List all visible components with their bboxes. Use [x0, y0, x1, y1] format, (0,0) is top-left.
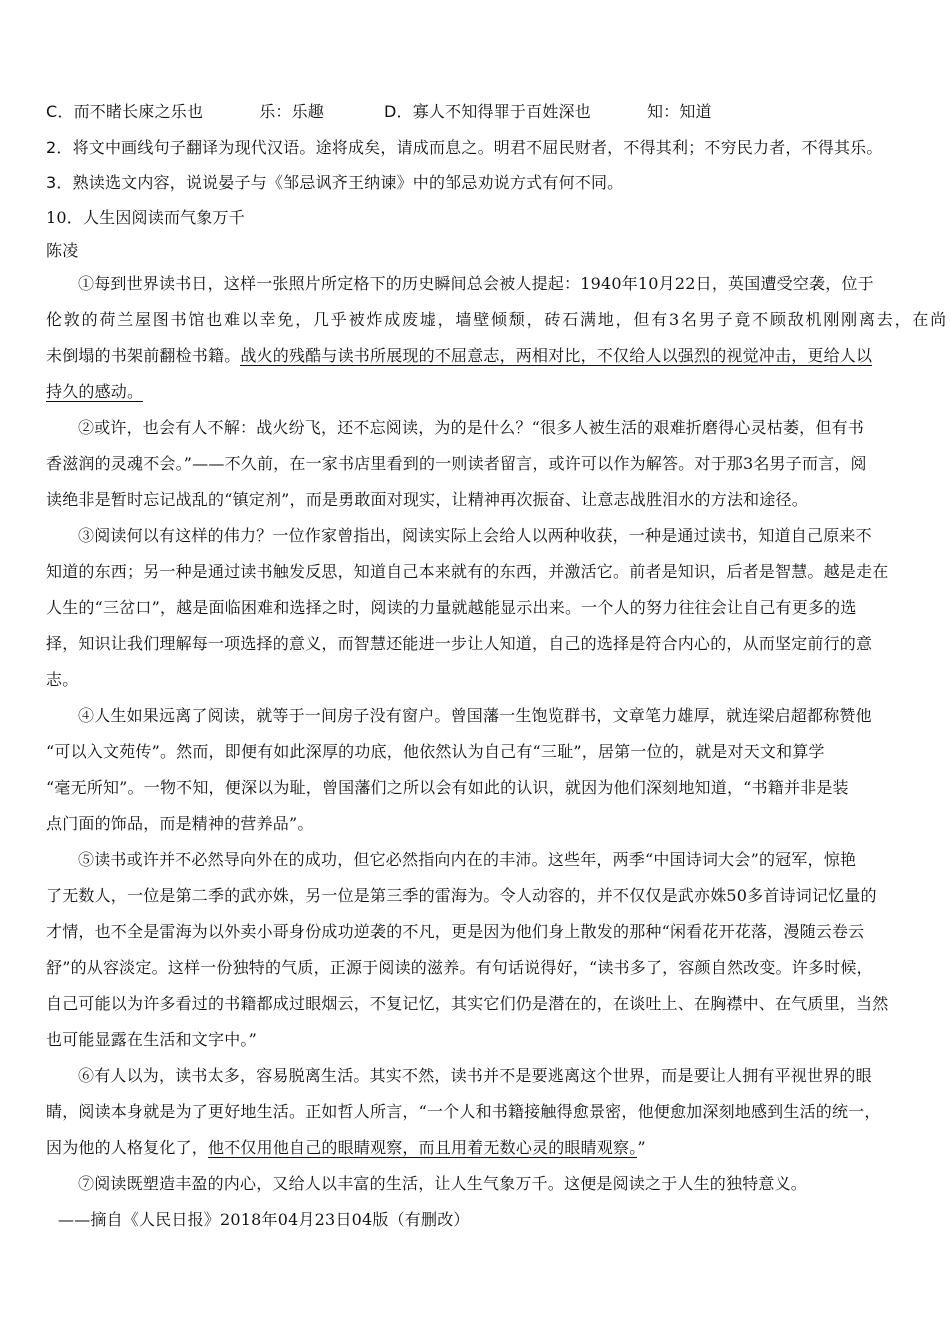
- underlined-sentence-end: 持久的感动。: [46, 382, 144, 401]
- option-c-label: C．: [46, 102, 74, 121]
- paragraph-3-line-3: 人生的“三岔口”，越是面临困难和选择之时，阅读的力量就越能显示出来。一个人的努力往往会让自己有更多的选: [46, 598, 857, 617]
- paragraph-3-line-1: ③阅读何以有这样的伟力？一位作家曾指出，阅读实际上会给人以两种收获，一种是通过读书，知道自己原来不: [78, 526, 872, 545]
- paragraph-2-line-1: ②或许，也会有人不解：战火纷飞，还不忘阅读，为的是什么？“很多人被生活的艰难折磨得心灵枯萎，但有书: [78, 418, 864, 437]
- article-title: 10．人生因阅读而气象万千: [46, 208, 245, 227]
- paragraph-2-line-3: 读绝非是暂时忘记战乱的“镇定剂”，而是勇敢面对现实，让精神再次振奋、让意志战胜泪水的方法和途径。: [46, 490, 808, 509]
- question-2: 2．将文中画线句子翻译为现代汉语。途将成矣，请成而息之。明君不屈民财者，不得其利；不穷民力者，不得其乐。: [46, 138, 883, 157]
- paragraph-7-line-1: ⑦阅读既塑造丰盈的内心，又给人以丰富的生活，让人生气象万千。这便是阅读之于人生的独特意义。: [78, 1174, 808, 1193]
- paragraph-6-line-3: [46, 1137, 646, 1159]
- paragraph-1-line-1: ①每到世界读书日，这样一张照片所定格下的历史瞬间总会被人提起：1940年10月22日，英国遭受空袭，位于: [78, 274, 874, 293]
- paragraph-3-line-4: 择，知识让我们理解每一项选择的意义，而智慧还能进一步让人知道，自己的选择是符合内心的，从而坚定前行的意: [46, 634, 873, 653]
- paragraph-3-line-5: 志。: [46, 670, 79, 689]
- paragraph-5-line-1: ⑤读书或许并不必然导向外在的成功，但它必然指向内在的丰沛。这些年，两季“中国诗词大会”的冠军，惊艳: [78, 850, 857, 869]
- question-3: 3．熟读选文内容，说说晏子与《邹忌讽齐王纳谏》中的邹忌劝说方式有何不同。: [46, 173, 624, 192]
- underlined-sentence: 战火的残酷与读书所展现的不屈意志，两相对比，不仅给人以强烈的视觉冲击，更给人以: [240, 346, 873, 365]
- paragraph-3-line-2: 知道的东西；另一种是通过读书触发反思，知道自己本来就有的东西，并激活它。前者是知识，后者是智慧。越是走在: [46, 562, 889, 581]
- article-author: 陈凌: [46, 241, 79, 260]
- option-d-label: D．: [384, 102, 413, 121]
- paragraph-4-line-3: “毫无所知”。一物不知，便深以为耻，曾国藩们之所以会有如此的认识，就因为他们深刻地知道，“书籍并非是装: [46, 778, 849, 797]
- paragraph-1-line-2: 伦敦的荷兰屋图书馆也难以幸免，几乎被炸成废墟，墙壁倾颓，砖石满地，但有3名男子竟不顾敌机刚刚离去，在尚: [46, 310, 948, 329]
- option-d-text: 寡人不知得罪于百姓深也: [412, 102, 591, 121]
- option-d-gloss: 知：知道: [646, 102, 712, 121]
- paragraph-2-line-2: 香滋润的灵魂不会。”——不久前，在一家书店里看到的一则读者留言，或许可以作为解答。对于那3名男子而言，阅: [46, 454, 867, 473]
- paragraph-5-line-6: 也可能显露在生活和文字中。”: [46, 1030, 257, 1049]
- article-source: ——摘自《人民日报》2018年04月23日04版（有删改）: [58, 1210, 470, 1229]
- paragraph-6-line-1: ⑥有人以为，读书太多，容易脱离生活。其实不然，读书并不是要逃离这个世界，而是要让人拥有平视世界的眼: [78, 1066, 872, 1085]
- question-1-options: [46, 101, 712, 123]
- underlined-quote: 他不仅用他自己的眼睛观察，而且用着无数心灵的眼睛观察。: [208, 1138, 638, 1157]
- paragraph-5-line-2: 了无数人，一位是第二季的武亦姝，另一位是第三季的雷海为。令人动容的，并不仅仅是武亦姝50多首诗词记忆量的: [46, 886, 877, 905]
- paragraph-4-line-1: ④人生如果远离了阅读，就等于一间房子没有窗户。曾国藩一生饱览群书，文章笔力雄厚，就连梁启超都称赞他: [78, 706, 872, 725]
- paragraph-4-line-2: “可以入文苑传”。然而，即便有如此深厚的功底，他依然认为自己有“三耻”，居第一位的，就是对天文和算学: [46, 742, 825, 761]
- paragraph-5-line-5: 自己可能以为许多看过的书籍都成过眼烟云，不复记忆，其实它们仍是潜在的，在谈吐上、在胸襟中、在气质里，当然: [46, 994, 889, 1013]
- paragraph-1-line-3: [46, 345, 872, 367]
- paragraph-5-line-4: 舒”的从容淡定。这样一份独特的气质，正源于阅读的滋养。有句话说得好，“读书多了，容颜自然改变。许多时候，: [46, 958, 873, 977]
- option-c-text: 而不睹长庲之乐也: [73, 102, 204, 121]
- option-c-gloss: 乐：乐趣: [259, 102, 324, 121]
- paragraph-5-line-3: 才情，也不全是雷海为以外卖小哥身份成功逆袭的不凡，更是因为他们身上散发的那种“闲看花开花落，漫随云卷云: [46, 922, 865, 941]
- paragraph-6-text: 因为他的人格复化了，: [46, 1138, 209, 1157]
- paragraph-4-line-4: 点门面的饰品，而是精神的营养品”。: [46, 814, 314, 833]
- paragraph-1-text: 未倒塌的书架前翻检书籍。: [46, 346, 241, 365]
- paragraph-1-line-4: [46, 381, 143, 403]
- paragraph-6-line-2: 睛，阅读本身就是为了更好地生活。正如哲人所言，“一个人和书籍接触得愈景密，他便愈加深刻地感到生活的统一，: [46, 1102, 881, 1121]
- closing-quote-mark: ”: [637, 1138, 646, 1157]
